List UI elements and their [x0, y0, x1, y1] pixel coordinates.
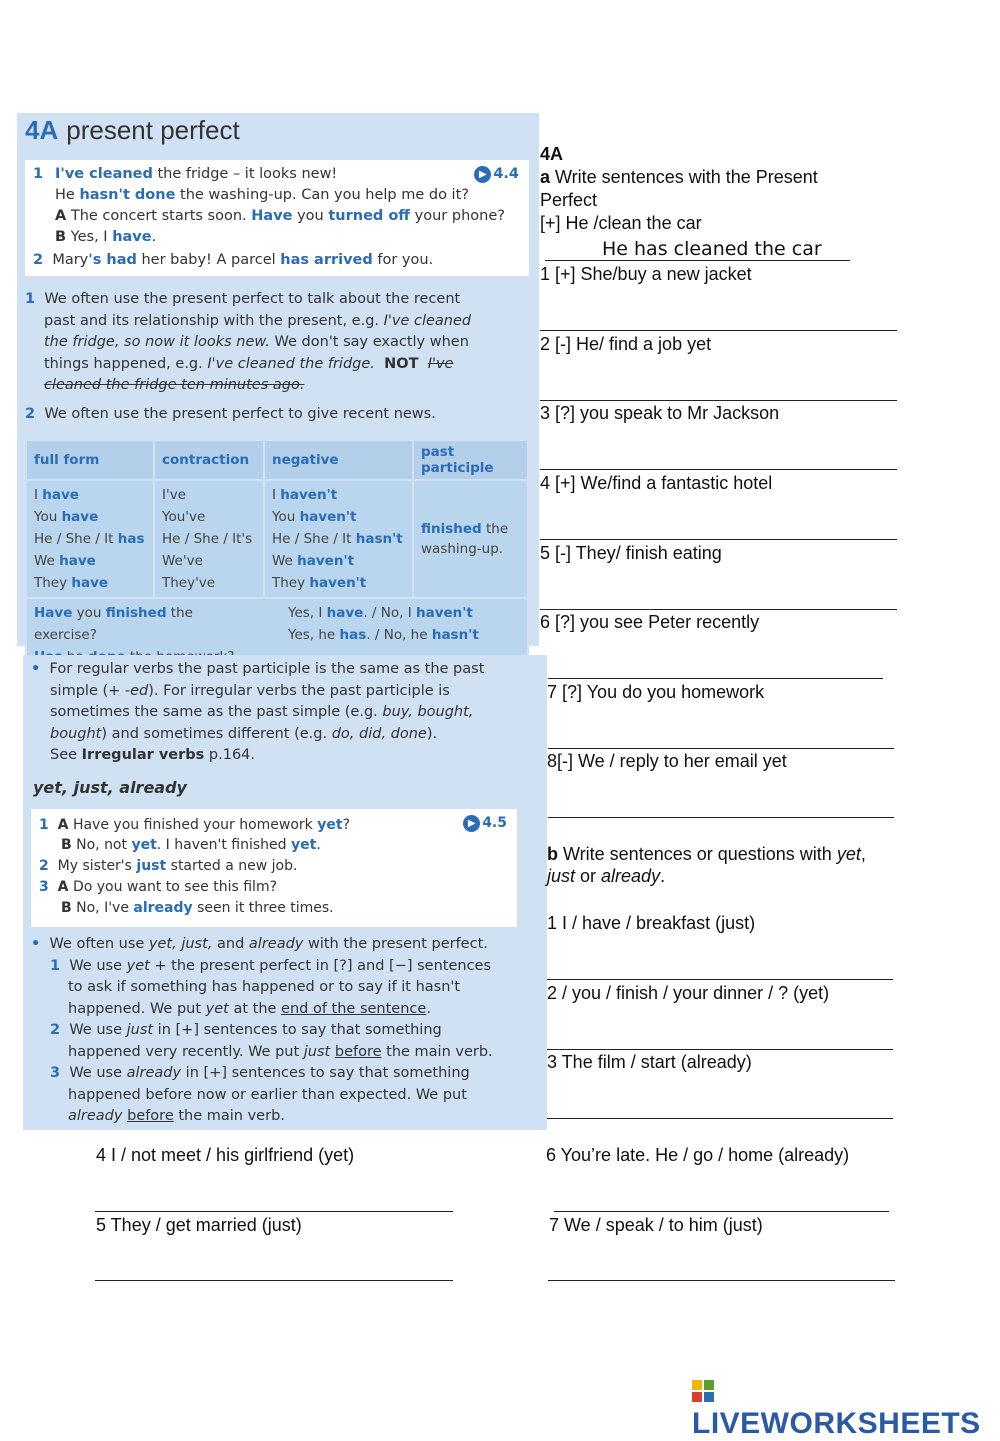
liveworksheets-logo	[692, 1373, 1000, 1441]
example-1-line-1: I've cleaned the fridge – it looks new!	[55, 166, 338, 182]
liveworksheets-logo-text: LIVEWORKSHEETS	[692, 1407, 981, 1440]
exercise-a-example-prompt: [+] He /clean the car	[540, 213, 702, 233]
answer-line-a2[interactable]	[540, 400, 897, 401]
answer-line-b2[interactable]	[547, 1049, 893, 1050]
negative-cell: I haven't You haven't He / She / It hasn't We haven't They haven't	[264, 480, 413, 598]
speaker-icon: ▶	[474, 166, 491, 183]
table-header-row	[26, 440, 528, 480]
yja-example-1a: 1 A Have you finished your homework yet?	[39, 817, 350, 833]
answer-line-b5[interactable]	[95, 1280, 453, 1281]
rule-1: 1 We often use the present perfect to talk about the recent past and its relationship with the present, e.g. I've cleaned the fridge, so now it looks new. We don't say exactly when things happened, e.g. I've cleaned the fridge. NOT I've cleaned the fridge ten minutes ago.	[25, 291, 472, 393]
example-1-line-4: B Yes, I have.	[55, 229, 157, 245]
contraction-cell: I've You've He / She / It's We've They've	[154, 480, 264, 598]
rule-2: 2 We often use the present perfect to give recent news.	[25, 406, 436, 422]
answer-cell: Yes, I have. / No, I haven't Yes, he has. / No, he hasn't	[264, 598, 528, 672]
answer-line-a1[interactable]	[540, 330, 897, 331]
yet-just-already-heading: yet, just, already	[33, 778, 187, 797]
table-header: past participle	[413, 440, 528, 480]
answer-line-a6[interactable]	[548, 678, 883, 679]
exercise-a-item-6: 6 [?] you see Peter recently	[540, 612, 760, 632]
exercise-a-item-1: 1 [+] She/buy a new jacket	[540, 264, 752, 284]
answer-line-a3[interactable]	[540, 469, 897, 470]
exercise-a-example-answer: He has cleaned the car	[602, 238, 822, 260]
example-1-line-2: He hasn't done the washing-up. Can you help me do it?	[55, 187, 469, 203]
exercise-a-item-4: 4 [+] We/find a fantastic hotel	[540, 473, 773, 493]
table-header: contraction	[154, 440, 264, 480]
yja-example-2: 2 My sister's just started a new job.	[39, 858, 298, 874]
exercise-b-instruction: b Write sentences or questions with yet, just or already.	[547, 844, 866, 886]
yja-examples-box	[31, 809, 517, 927]
conjugation-table	[25, 439, 529, 673]
liveworksheets-logo-icon	[692, 1378, 716, 1402]
exercise-b-item-2: 2 / you / finish / your dinner / ? (yet)	[547, 983, 830, 1003]
exercise-b-item-4: 4 I / not meet / his girlfriend (yet)	[96, 1145, 355, 1165]
yja-rules: • We often use yet, just, and already with the present perfect. 1 We use yet + the present perfect in [?] and [−] sentences to ask if something has happened or to say if it hasn't happened. We put yet at the end of the sentence. 2 We use just in [+] sentences to say that something happened very recently. We put just before the main verb. 3 We use already in [+] sentences to say that something happened before now or earlier than expected. We put already before the main verb.	[31, 936, 493, 1124]
answer-line-a7[interactable]	[548, 748, 894, 749]
answer-line-b1[interactable]	[547, 979, 893, 980]
answer-line-b3[interactable]	[547, 1118, 893, 1119]
table-row	[26, 480, 528, 598]
exercise-a-item-5: 5 [-] They/ finish eating	[540, 543, 722, 563]
yja-example-1b: B No, not yet. I haven't finished yet.	[61, 837, 321, 853]
examples-box: 1 I've cleaned the fridge – it looks new! ▶ 4.4 He hasn't done the washing-up. Can you help me do it? A The concert starts soon. Have you turned off your phone? B Yes, I have. 2 Mary's had her baby! A parcel has arrived for you.	[25, 160, 529, 276]
exercise-a-item-2: 2 [-] He/ find a job yet	[540, 334, 712, 354]
unit-number: 4A	[25, 115, 59, 145]
audio-4-5[interactable]: ▶ 4.5	[463, 813, 507, 834]
example-2: 2 Mary's had her baby! A parcel has arrived for you.	[33, 252, 434, 268]
answer-line-b4[interactable]	[95, 1211, 453, 1212]
table-header: negative	[264, 440, 413, 480]
exercise-a-item-3: 3 [?] you speak to Mr Jackson	[540, 403, 780, 423]
answer-line-a8[interactable]	[548, 817, 894, 818]
exercise-b-item-3: 3 The film / start (already)	[547, 1052, 752, 1072]
exercise-b-item-7: 7 We / speak / to him (just)	[549, 1215, 763, 1235]
question-cell: Have you finished the exercise?	[26, 598, 264, 672]
yja-example-3b: B No, I've already seen it three times.	[61, 900, 334, 916]
table-header: full form	[26, 440, 154, 480]
grammar-panel-present-perfect	[17, 113, 539, 646]
example-1-line-3: A The concert starts soon. Have you turned off your phone?	[55, 208, 505, 224]
audio-4-4[interactable]: ▶ 4.4	[474, 164, 519, 186]
grammar-title-text: present perfect	[66, 115, 240, 145]
past-participle-cell: finished the washing-up.	[413, 480, 528, 598]
regular-verbs-note: • For regular verbs the past participle is the same as the past simple (+ -ed). For irregular verbs the past participle is sometimes the same as the past simple (e.g. buy, bought, bought) and sometimes different (e.g. do, did, done). See Irregular verbs p.164.	[31, 661, 485, 763]
exercise-b-item-5: 5 They / get married (just)	[96, 1215, 302, 1235]
answer-line-b7[interactable]	[548, 1280, 895, 1281]
exercise-a-item-8: 8[-] We / reply to her email yet	[547, 751, 787, 771]
answer-line-a5[interactable]	[540, 609, 897, 610]
yja-example-3a: 3 A Do you want to see this film?	[39, 879, 278, 895]
answer-line	[545, 260, 850, 261]
exercise-b-item-6: 6 You’re late. He / go / home (already)	[546, 1145, 850, 1165]
exercise-a-instruction: a Write sentences with the Present	[540, 167, 818, 187]
grammar-title	[25, 115, 240, 146]
grammar-panel-yet-just-already	[23, 655, 547, 1130]
full-form-cell: I have You have He / She / It has We have They have	[26, 480, 154, 598]
exercise-a-instruction-cont: Perfect	[540, 190, 598, 210]
exercise-a-item-7: 7 [?] You do you homework	[547, 682, 765, 702]
speaker-icon: ▶	[463, 815, 480, 832]
answer-line-a4[interactable]	[540, 539, 897, 540]
exercise-heading: 4A	[540, 144, 564, 164]
answer-line-b6[interactable]	[554, 1211, 889, 1212]
exercise-b-item-1: 1 I / have / breakfast (just)	[547, 913, 756, 933]
